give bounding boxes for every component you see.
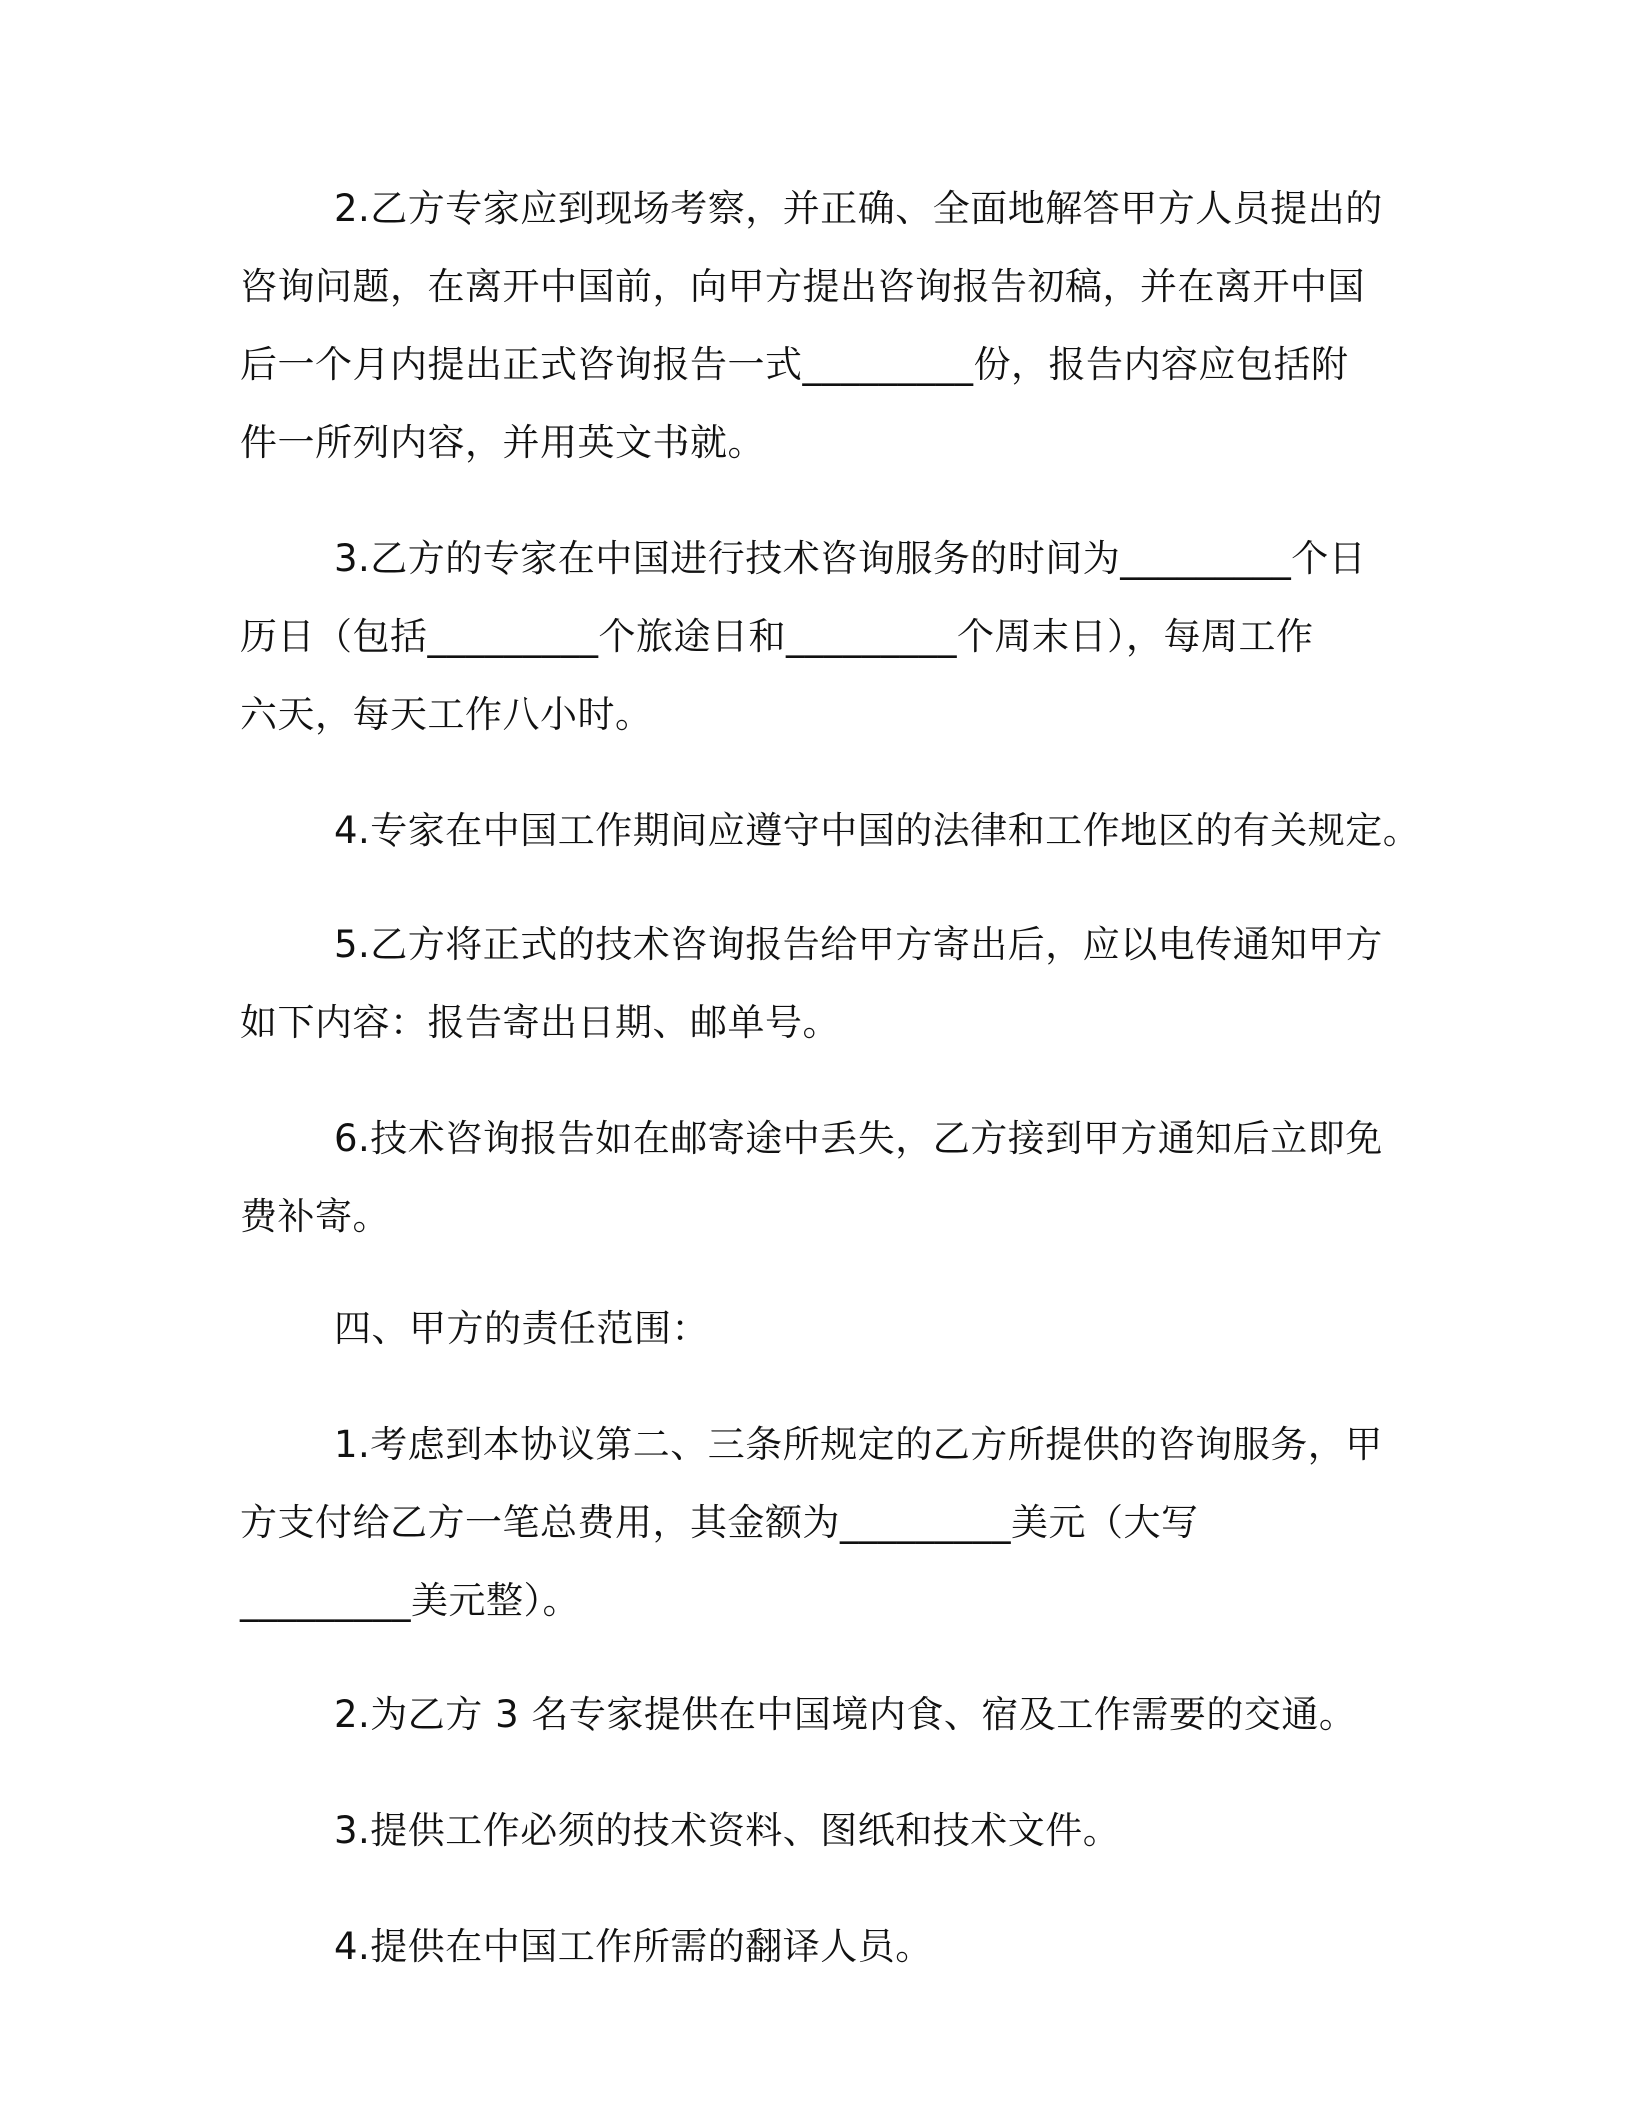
clause-4-1-line-2: 方支付给乙方一笔总费用，其金额为_________美元（大写 <box>240 1501 1199 1544</box>
clause-4-3-line-1: 3.提供工作必须的技术资料、图纸和技术文件。 <box>334 1809 1121 1852</box>
clause-3-2-line-2: 咨询问题，在离开中国前，向甲方提出咨询报告初稿，并在离开中国 <box>240 265 1365 308</box>
clause-3-3-line-3: 六天，每天工作八小时。 <box>240 693 653 736</box>
clause-3-5-line-2: 如下内容：报告寄出日期、邮单号。 <box>240 1001 840 1044</box>
clause-3-3-line-1: 3.乙方的专家在中国进行技术咨询服务的时间为_________个日 <box>334 537 1367 580</box>
clause-4-1-line-1: 1.考虑到本协议第二、三条所规定的乙方所提供的咨询服务，甲 <box>334 1423 1383 1466</box>
clause-3-4-line-1: 4.专家在中国工作期间应遵守中国的法律和工作地区的有关规定。 <box>334 809 1421 852</box>
clause-4-2-line-1: 2.为乙方 3 名专家提供在中国境内食、宿及工作需要的交通。 <box>334 1693 1357 1736</box>
clause-3-2-line-1: 2.乙方专家应到现场考察，并正确、全面地解答甲方人员提出的 <box>334 187 1383 230</box>
clause-3-3-line-2: 历日（包括_________个旅途日和_________个周末日），每周工作 <box>240 615 1314 658</box>
clause-3-6-line-2: 费补寄。 <box>240 1195 390 1238</box>
clause-3-2-line-4: 件一所列内容，并用英文书就。 <box>240 421 765 464</box>
clause-3-5-line-1: 5.乙方将正式的技术咨询报告给甲方寄出后，应以电传通知甲方 <box>334 923 1383 966</box>
clause-3-2-line-3: 后一个月内提出正式咨询报告一式_________份，报告内容应包括附 <box>240 343 1349 386</box>
clause-4-4-line-1: 4.提供在中国工作所需的翻译人员。 <box>334 1925 933 1968</box>
clause-3-6-line-1: 6.技术咨询报告如在邮寄途中丢失，乙方接到甲方通知后立即免 <box>334 1117 1383 1160</box>
clause-4-1-line-3: _________美元整）。 <box>240 1579 580 1622</box>
section-four-heading: 四、甲方的责任范围： <box>334 1307 709 1350</box>
